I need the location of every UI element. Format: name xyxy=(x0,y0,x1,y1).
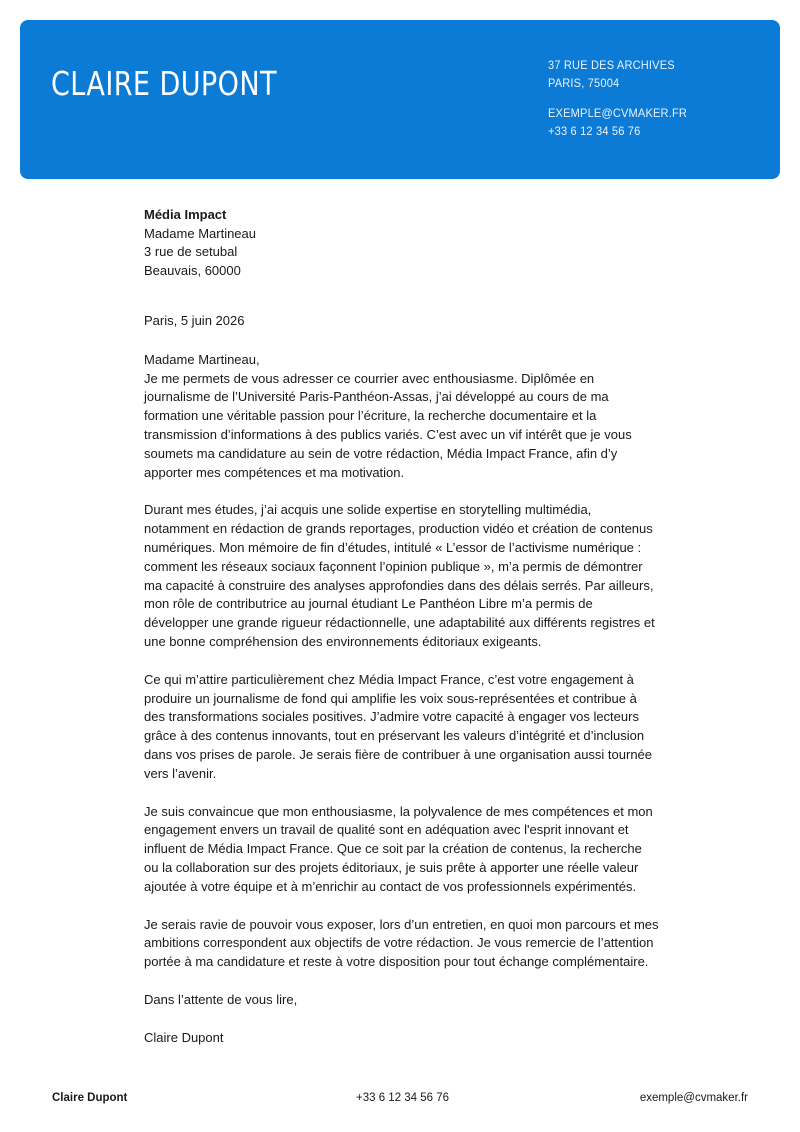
recipient-street: 3 rue de setubal xyxy=(144,244,238,259)
header-banner xyxy=(20,20,780,179)
letter-body xyxy=(144,312,659,1048)
footer-email[interactable]: exemple@cvmaker.fr xyxy=(639,1092,748,1104)
sender-email[interactable]: EXEMPLE@CVMAKER.FR xyxy=(548,106,688,120)
sender-address-line1: 37 RUE DES ARCHIVES xyxy=(548,58,675,72)
salutation: Madame Martineau, xyxy=(144,351,260,367)
paragraph-4: Je suis convaincue que mon enthousiasme, la polyvalence de mes compétences et mon engagement envers un travail de qualité sont en adéquation avec l'esprit innovant et influent de Média Impact France. Que ce soit par la création de contenus, la recherche ou la collaboration sur des projets éditoriaux, je suis prête à apporter une réelle valeur ajoutée à votre équipe et à m’enrichir au contact de vos professionnels expérimentés. xyxy=(144,803,653,894)
recipient-block xyxy=(144,206,256,280)
recipient-organization: Média Impact xyxy=(144,207,227,222)
sender-name: CLAIRE DUPONT xyxy=(51,64,277,103)
recipient-person: Madame Martineau xyxy=(144,225,256,241)
date-line: Paris, 5 juin 2026 xyxy=(144,313,245,328)
sender-address-line2: PARIS, 75004 xyxy=(548,76,620,90)
sender-contact xyxy=(548,56,687,140)
paragraph-3: Ce qui m’attire particulièrement chez Média Impact France, c’est votre engagement à produire un journalisme de fond qui amplifie les voix sous-représentées et contribue à des transformations sociales positives. J’admire votre capacité à engager vos lecteurs grâce à des contenus innovants, tout en préservant les valeurs d’intégrité et d’inclusion dans vos prises de parole. Je serais fière de contribuer à une organisation aussi tournée vers l’avenir. xyxy=(144,671,653,781)
signature: Claire Dupont xyxy=(144,1029,224,1045)
sender-phone[interactable]: +33 6 12 34 56 76 xyxy=(548,124,641,138)
paragraph-2: Durant mes études, j’ai acquis une solide expertise en storytelling multimédia, notamment en rédaction de grands reportages, production vidéo et création de contenus numériques. Mon mémoire de fin d’études, intitulé « L’essor de l’activisme numérique : comment les réseaux sociaux façonnent l’opinion publique », m’a permis de démontrer ma capacité à construire des analyses approfondies dans des délais serrés. Par ailleurs, mon rôle de contributrice au journal étudiant Le Panthéon Libre m’a permis de développer une grande rigueur rédactionnelle, une adaptabilité aux différents registres et une bonne compréhension des environnements éditoriaux exigeants. xyxy=(144,502,655,649)
footer-phone[interactable]: +33 6 12 34 56 76 xyxy=(356,1092,450,1104)
footer-name: Claire Dupont xyxy=(52,1092,128,1104)
footer xyxy=(0,1090,800,1110)
paragraph-5: Je serais ravie de pouvoir vous exposer, lors d’un entretien, en quoi mon parcours et mes ambitions correspondent aux objectifs de votre rédaction. Je vous remercie de l’attention portée à ma candidature et reste à votre disposition pour tout échange complémentaire. xyxy=(144,916,659,970)
paragraph-1: Je me permets de vous adresser ce courrier avec enthousiasme. Diplômée en journalisme de l’Université Paris-Panthéon-Assas, j’ai développé au cours de ma formation une véritable passion pour l’écriture, la recherche documentaire et la transmission d’informations à des publics variés. C’est avec un vif intérêt que je vous soumets ma candidature au sein de votre rédaction, Média Impact France, afin d’y apporter mes compétences et ma motivation. xyxy=(144,370,632,480)
closing: Dans l’attente de vous lire, xyxy=(144,991,298,1007)
recipient-city: Beauvais, 60000 xyxy=(144,262,241,278)
